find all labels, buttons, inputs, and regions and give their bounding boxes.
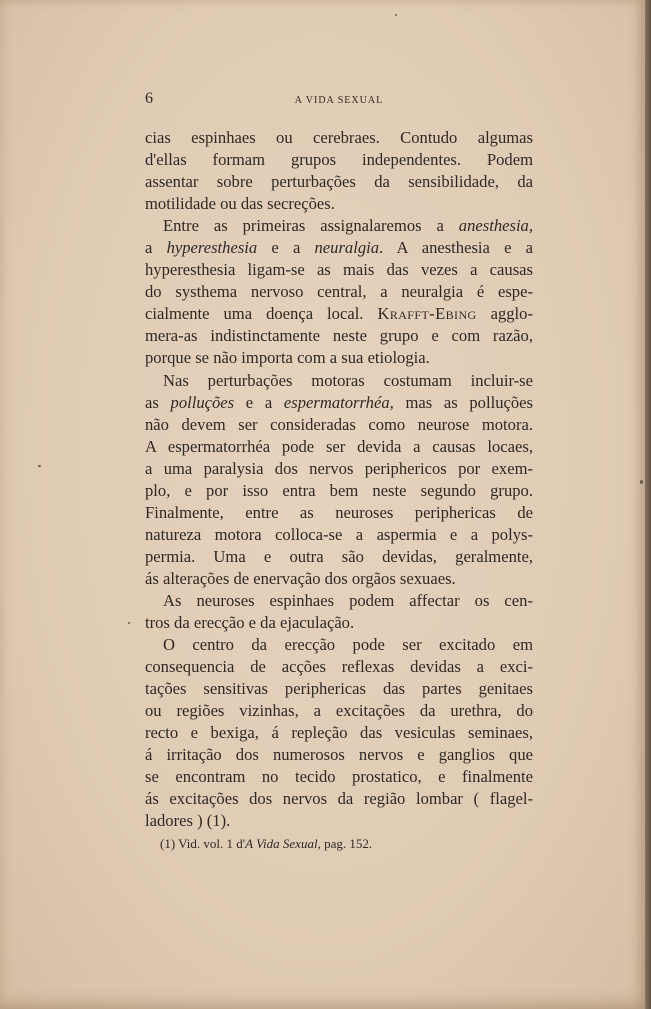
text-line: plo, e por isso entra bem neste segundo grupo. [145,480,533,500]
paper-speck [128,622,130,624]
text-line: porque se não importa com a sua etiologia. [145,348,430,368]
text-line: do systhema nervoso central, a neuralgia é espe- [145,282,533,302]
text-line: hyperesthesia ligam-se as mais das vezes a causas [145,260,533,280]
term-espermatorrhea: espermatorrhéa, [283,392,394,412]
text-line: motilidade ou das secreções. [145,194,335,214]
text-line: recto e bexiga, á repleção das vesiculas seminaes, [145,723,533,743]
text-line: consequencia de acções reflexas devidas a exci- [145,657,533,677]
term-pollucoes: polluções [170,392,235,412]
text-line: Entre as primeiras assignalaremos a anesthesia, [163,216,533,236]
text-line: não devem ser consideradas como neurose motora. [145,414,533,434]
page-edge [645,0,651,1009]
term-hyperesthesia: hyperesthesia [166,238,258,258]
text-line: ladores ) (1). [145,811,231,831]
text-line: permia. Uma e outra são devidas, geralmente, [145,546,533,566]
text-line: O centro da erecção pode ser excitado em [163,635,533,655]
paper-speck [395,14,397,16]
body-text [145,127,533,833]
text-line: ou regiões vizinhas, a excitações da urethra, do [145,701,533,721]
running-title: A VIDA SEXUAL [294,95,384,106]
text-line: tros da erecção e da ejaculação. [145,613,355,633]
text-line: se encontram no tecido prostatico, e finalmente [145,767,533,787]
term-neuralgia: neuralgia [314,238,380,258]
page-number: 6 [145,90,153,107]
footnote-book-title: A Vida Sexual [245,836,318,851]
text-line: Nas perturbações motoras costumam incluir-se [163,370,533,390]
text-line: Finalmente, entre as neuroses periphericas de [145,502,533,522]
text-line: natureza motora colloca-se a aspermia e a polys- [145,524,533,544]
paper-speck [38,465,41,467]
text-line: As neuroses espinhaes podem affectar os cen- [163,590,533,610]
text-line: mera-as indistinctamente neste grupo e com razão, [145,326,533,346]
text-line: A espermatorrhéa pode ser devida a causas locaes, [145,436,533,456]
text-line: cias espinhaes ou cerebraes. Contudo algumas [145,128,533,147]
page-header [145,90,533,110]
text-line: ás alterações de enervação dos orgãos sexuaes. [145,568,456,588]
author-name: Krafft-Ebing [377,304,477,324]
paper-speck [640,480,643,484]
term-anesthesia: anesthesia, [458,216,533,236]
text-line: á irritação dos numerosos nervos e ganglios que [145,745,533,765]
text-line: a uma paralysia dos nervos periphericos por exem- [145,458,533,478]
text-line: assentar sobre perturbações da sensibilidade, da [145,172,533,192]
footnote: (1) Vid. vol. 1 d'A Vida Sexual, pag. 152. [160,836,373,851]
text-line: ás excitações dos nervos da região lombar ( flagel- [145,789,533,809]
text-line: a hyperesthesia e a neuralgia. A anesthesia e a [145,238,533,258]
text-line: as polluções e a espermatorrhéa, mas as polluções [145,392,533,412]
text-line: d'ellas formam grupos independentes. Podem [145,150,533,170]
text-line: tações sensitivas periphericas das partes genitaes [145,679,533,699]
text-line: cialmente uma doença local. Krafft-Ebing agglo- [145,304,533,324]
